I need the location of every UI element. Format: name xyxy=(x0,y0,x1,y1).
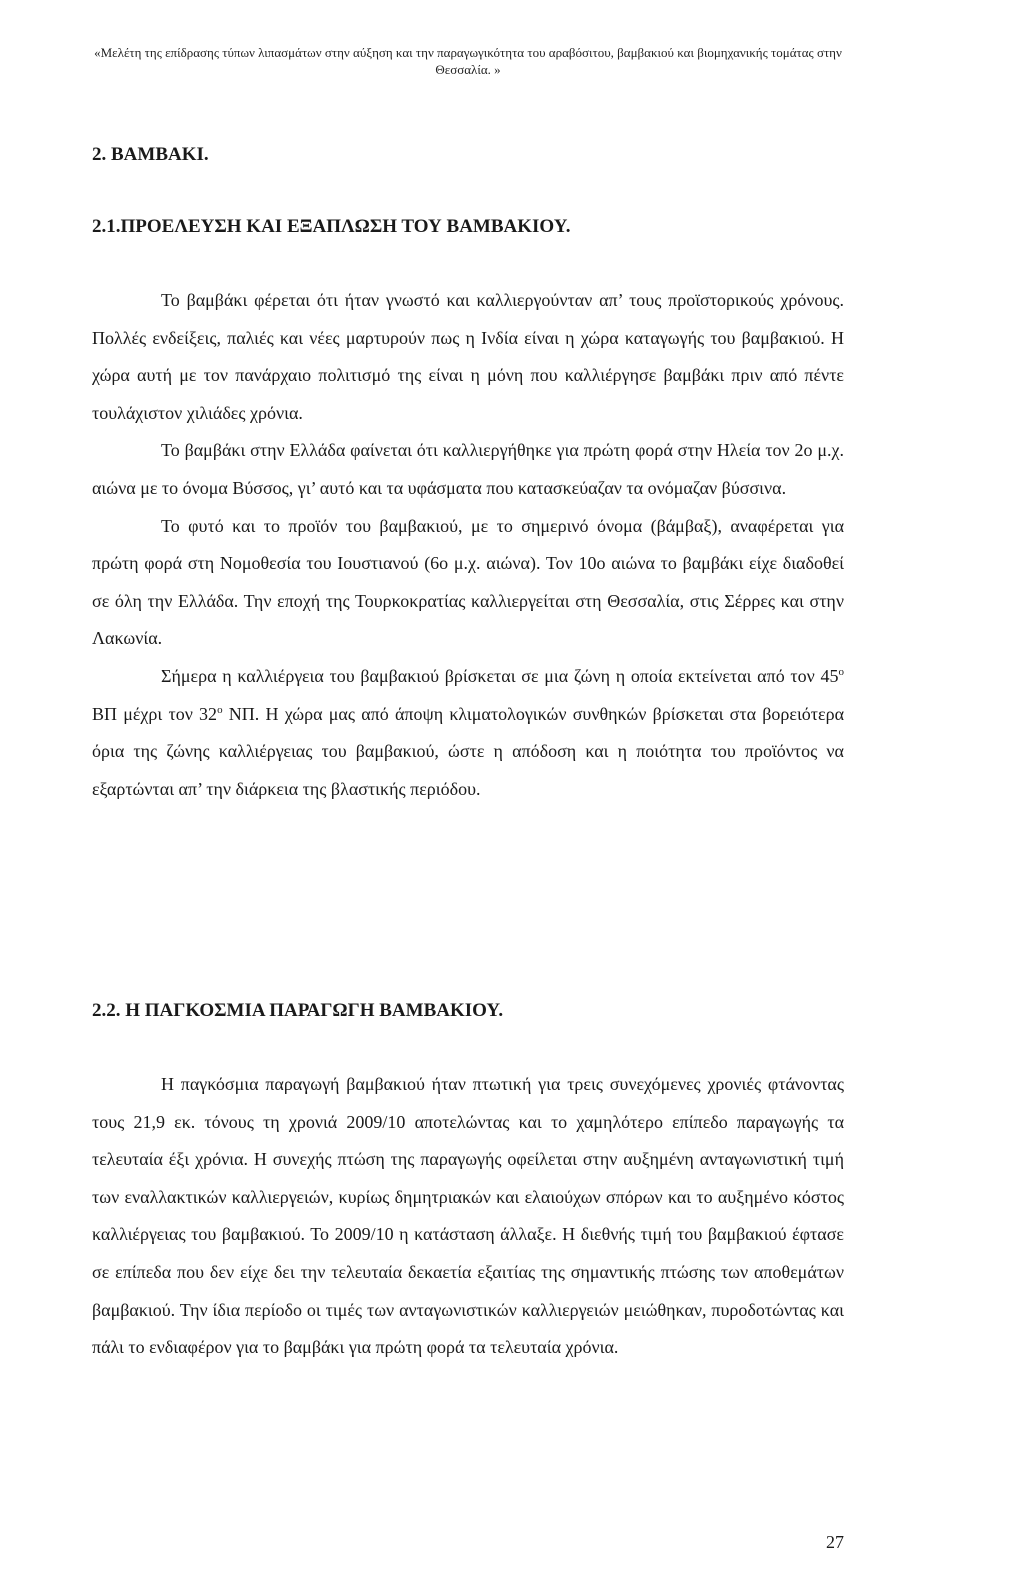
section-body-origin xyxy=(92,282,844,808)
paragraph-text: ΒΠ μέχρι τον 32 xyxy=(92,703,218,724)
degree-superscript: ο xyxy=(217,703,223,716)
paragraph: Το βαμβάκι φέρεται ότι ήταν γνωστό και καλλιεργούνταν απ’ τους προϊστορικούς χρόνους. Πολλές ενδείξεις, παλιές και νέες μαρτυρούν πως η Ινδία είναι η χώρα καταγωγής του βαμβακιού. Η χώρα αυτή με τον πανάρχαιο πολιτισμό της είναι η μόνη που καλλιέργησε βαμβάκι πριν από πέντε τουλάχιστον χιλιάδες χρόνια. xyxy=(92,290,844,423)
paragraph: Η παγκόσμια παραγωγή βαμβακιού ήταν πτωτική για τρεις συνεχόμενες χρονιές φτάνοντας τους 21,9 εκ. τόνους τη χρονιά 2009/10 αποτελώντας και το χαμηλότερο επίπεδο παραγωγής τα τελευταία έξι χρόνια. Η συνεχής πτώση της παραγωγής οφείλεται στην αυξημένη ανταγωνιστική τιμή των εναλλακτικών καλλιεργειών, κυρίως δημητριακών και ελαιούχων σπόρων και το αυξημένο κόστος καλλιέργειας του βαμβακιού. Το 2009/10 η κατάσταση άλλαξε. Η διεθνής τιμή του βαμβακιού έφτασε σε επίπεδα που δεν είχε δει την τελευταία δεκαετία εξαιτίας της σημαντικής πτώσης των αποθεμάτων βαμβακιού. Την ίδια περίοδο οι τιμές των ανταγωνιστικών καλλιεργειών μειώθηκαν, πυροδοτώντας και πάλι το ενδιαφέρον για το βαμβάκι για πρώτη φορά τα τελευταία χρόνια. xyxy=(92,1074,844,1358)
paragraph-text: ΝΠ. Η χώρα μας από άποψη κλιματολογικών συνθηκών βρίσκεται στα βορειότερα όρια της ζώνης καλλιέργειας του βαμβακιού, ώστε η απόδοση και η ποιότητα του προϊόντος να εξαρτώνται απ’ την διάρκεια της βλαστικής περιόδου. xyxy=(92,703,845,799)
section-heading-origin: 2.1.ΠΡΟΕΛΕΥΣΗ ΚΑΙ ΕΞΑΠΛΩΣΗ ΤΟΥ ΒΑΜΒΑΚΙΟΥ. xyxy=(92,216,571,237)
paragraph: Το βαμβάκι στην Ελλάδα φαίνεται ότι καλλιεργήθηκε για πρώτη φορά στην Ηλεία τον 2ο μ.χ. αιώνα με το όνομα Βύσσος, γι’ αυτό και τα υφάσματα που κατασκεύαζαν τα ονόμαζαν βύσσινα. xyxy=(92,440,844,498)
paragraph xyxy=(92,658,844,808)
paragraph: Το φυτό και το προϊόν του βαμβακιού, με το σημερινό όνομα (βάμβαξ), αναφέρεται για πρώτη φορά στη Νομοθεσία του Ιουστιανού (6ο μ.χ. αιώνα). Τον 10ο αιώνα το βαμβάκι είχε διαδοθεί σε όλη την Ελλάδα. Την εποχή της Τουρκοκρατίας καλλιεργείται στη Θεσσαλία, στις Σέρρες και στην Λακωνία. xyxy=(92,515,844,649)
chapter-heading: 2. ΒΑΜΒΑΚΙ. xyxy=(92,144,209,165)
running-header: «Μελέτη της επίδρασης τύπων λιπασμάτων στην αύξηση και την παραγωγικότητα του αραβόσιτου, βαμβακιού και βιομηχανικής τομάτας στην Θεσσαλία. » xyxy=(94,45,842,77)
page-number: 27 xyxy=(826,1532,844,1552)
paragraph-text: Σήμερα η καλλιέργεια του βαμβακιού βρίσκεται σε μια ζώνη η οποία εκτείνεται από τον 45 xyxy=(161,665,839,686)
section-heading-production: 2.2. Η ΠΑΓΚΟΣΜΙΑ ΠΑΡΑΓΩΓΗ ΒΑΜΒΑΚΙΟΥ. xyxy=(92,1000,504,1021)
section-body-production xyxy=(92,1066,844,1367)
degree-superscript: ο xyxy=(838,665,844,678)
